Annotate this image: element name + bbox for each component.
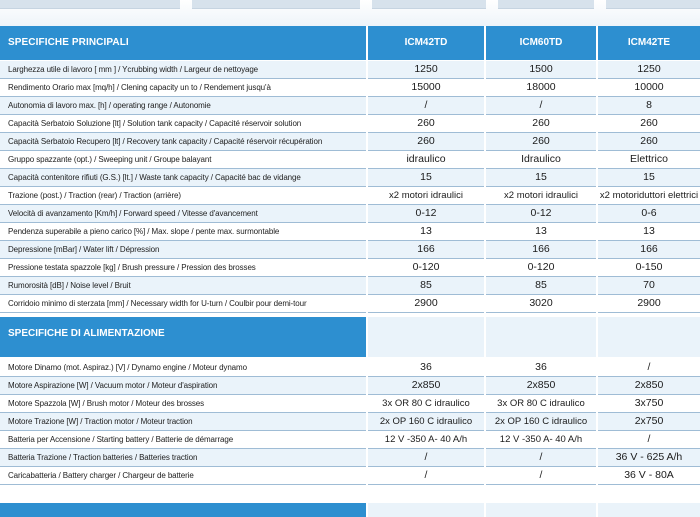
- spec-row: [0, 413, 700, 431]
- spec-value: /: [424, 469, 428, 481]
- spec-value: 0-150: [635, 261, 663, 273]
- spec-value: x2 motori idraulici: [504, 190, 578, 201]
- spec-value: 15: [420, 171, 432, 183]
- spec-value: 2900: [414, 297, 438, 309]
- spec-value: /: [539, 469, 543, 481]
- spec-row-label: Caricabatteria / Battery charger / Chargeur de batterie: [8, 471, 194, 480]
- spec-value: 0-120: [527, 261, 555, 273]
- spec-value: 260: [640, 117, 658, 129]
- spec-value: 12 V -350 A- 40 A/h: [384, 434, 468, 445]
- spec-row-label: Trazione (post.) / Traction (rear) / Traction (arrière): [8, 191, 181, 200]
- spec-value: Idraulico: [521, 153, 561, 165]
- spec-value: /: [647, 433, 651, 445]
- spec-value: 18000: [526, 81, 556, 93]
- spec-row-label: Capacità Serbatoio Recupero [lt] / Recovery tank capacity / Capacité réservoir récupération: [8, 137, 323, 146]
- column-separator: [484, 26, 486, 517]
- spec-value: 3x750: [634, 397, 664, 409]
- spec-value: 2900: [637, 297, 661, 309]
- spec-row-label: Velocità di avanzamento [Km/h] / Forward speed / Vitesse d'avancement: [8, 209, 258, 218]
- spec-value: 1250: [637, 63, 661, 75]
- power-section-header: [0, 317, 700, 357]
- top-tab-segment: [498, 0, 594, 9]
- main-section-title: SPECIFICHE PRINCIPALI: [8, 37, 129, 48]
- spec-row-label: Motore Spazzola [W] / Brush motor / Moteur des brosses: [8, 399, 205, 408]
- spec-value: 2x OP 160 C idraulico: [379, 416, 473, 427]
- spec-value: 10000: [634, 81, 664, 93]
- spec-value: /: [539, 99, 543, 111]
- spec-value: 260: [532, 135, 550, 147]
- spec-row: [0, 115, 700, 133]
- spec-value: Elettrico: [630, 153, 668, 165]
- spec-value: 2x OP 160 C idraulico: [494, 416, 588, 427]
- spec-row-label: Rumorosità [dB] / Noise level / Bruit: [8, 281, 131, 290]
- spec-value: x2 motori idraulici: [389, 190, 463, 201]
- spec-value: 166: [417, 243, 435, 255]
- spec-value: 2x850: [411, 379, 441, 391]
- spec-value: /: [647, 361, 651, 373]
- spec-row: [0, 133, 700, 151]
- spec-row-label: Motore Trazione [W] / Traction motor / Moteur traction: [8, 417, 193, 426]
- spec-row: [0, 431, 700, 449]
- spec-row: [0, 223, 700, 241]
- spec-row: [0, 259, 700, 277]
- spec-value: 15000: [411, 81, 441, 93]
- spec-value: x2 motoriduttori elettrici: [599, 190, 699, 201]
- spec-row: [0, 151, 700, 169]
- spec-value: 0-6: [641, 207, 657, 219]
- model-column-header: ICM60TD: [519, 37, 563, 48]
- top-tab-segment: [0, 0, 180, 9]
- spec-value: 1250: [414, 63, 438, 75]
- spec-value: 260: [532, 117, 550, 129]
- spec-value: idraulico: [406, 153, 446, 165]
- spec-row: [0, 205, 700, 223]
- top-strip: [0, 0, 700, 26]
- spec-row: [0, 79, 700, 97]
- spec-row: [0, 241, 700, 259]
- spec-value: 0-12: [415, 207, 437, 219]
- spec-row-label: Corridoio minimo di sterzata [mm] / Necessary width for U-turn / Coulbir pour demi-tour: [8, 299, 307, 308]
- spec-value: 3x OR 80 C idraulico: [497, 398, 585, 409]
- spec-row-label: Larghezza utile di lavoro [ mm ] / Ycrubbing width / Largeur de nettoyage: [8, 65, 259, 74]
- spec-value: 2x850: [634, 379, 664, 391]
- top-tab-segment: [192, 0, 360, 9]
- header-blank-cell: [486, 317, 596, 357]
- spec-row-label: Gruppo spazzante (opt.) / Sweeping unit / Groupe balayant: [8, 155, 212, 164]
- spec-row: [0, 295, 700, 313]
- spec-value: 2x750: [634, 415, 664, 427]
- spec-row: [0, 61, 700, 79]
- spec-row: [0, 377, 700, 395]
- spec-value: 1500: [529, 63, 553, 75]
- spec-value: 70: [643, 279, 655, 291]
- spec-value: /: [424, 451, 428, 463]
- spec-row-label: Motore Dinamo (mot. Aspiraz.) [V] / Dynamo engine / Moteur dynamo: [8, 363, 247, 372]
- header-blank-cell: [598, 317, 700, 357]
- top-tab-segment: [606, 0, 700, 9]
- spec-value: 13: [643, 225, 655, 237]
- spec-value: 12 V -350 A- 40 A/h: [499, 434, 583, 445]
- spec-row-label: Batteria per Accensione / Starting battery / Batterie de démarrage: [8, 435, 234, 444]
- spec-row: [0, 169, 700, 187]
- spec-row-label: Capacità Serbatoio Soluzione [lt] / Solution tank capacity / Capacité réservoir solution: [8, 119, 302, 128]
- spec-row-label: Rendimento Orario max [mq/h] / Clening capacity un to / Rendement jusqu'à: [8, 83, 271, 92]
- column-separator: [596, 26, 598, 517]
- spec-row-label: Pressione testata spazzole [kg] / Brush pressure / Pression des brosses: [8, 263, 256, 272]
- power-section-title: SPECIFICHE DI ALIMENTAZIONE: [8, 328, 165, 339]
- bottom-section-band: [0, 503, 700, 517]
- spec-value: 166: [532, 243, 550, 255]
- spec-row-label: Depressione [mBar] / Water lift / Dépression: [8, 245, 160, 254]
- spec-value: 13: [420, 225, 432, 237]
- header-blank-cell: [486, 503, 596, 517]
- column-separator: [366, 26, 368, 517]
- header-blank-cell: [368, 503, 484, 517]
- spec-row: [0, 97, 700, 115]
- spec-value: 260: [640, 135, 658, 147]
- spec-value: /: [539, 451, 543, 463]
- spec-row: [0, 277, 700, 295]
- header-blank-cell: [598, 503, 700, 517]
- spec-value: 36 V - 625 A/h: [615, 451, 683, 463]
- spec-row-label: Pendenza superabile a pieno carico [%] / Max. slope / pente max. surmontable: [8, 227, 280, 236]
- spec-row-label: Capacità contenitore rifiuti (G.S.) [lt.] / Waste tank capacity / Capacité bac de vidange: [8, 173, 301, 182]
- spec-row: [0, 467, 700, 485]
- top-tab-segment: [372, 0, 486, 9]
- spec-value: 260: [417, 135, 435, 147]
- spec-row-label: Motore Aspirazione [W] / Vacuum motor / Moteur d'aspiration: [8, 381, 218, 390]
- spec-value: 13: [535, 225, 547, 237]
- spec-value: 166: [640, 243, 658, 255]
- main-section-header: [0, 26, 700, 60]
- spec-value: 3020: [529, 297, 553, 309]
- spec-value: /: [424, 99, 428, 111]
- spec-row-label: Autonomia di lavoro max. [h] / operating range / Autonomie: [8, 101, 211, 110]
- spec-value: 3x OR 80 C idraulico: [382, 398, 470, 409]
- spec-value: 36 V - 80A: [624, 469, 674, 481]
- spec-value: 85: [535, 279, 547, 291]
- spec-value: 260: [417, 117, 435, 129]
- spec-value: 8: [646, 99, 652, 111]
- spec-row: [0, 395, 700, 413]
- spec-value: 0-120: [412, 261, 440, 273]
- spec-value: 15: [535, 171, 547, 183]
- spec-value: 36: [535, 361, 547, 373]
- spec-row: [0, 449, 700, 467]
- model-column-header: ICM42TE: [627, 37, 671, 48]
- spec-value: 36: [420, 361, 432, 373]
- spec-value: 15: [643, 171, 655, 183]
- spec-row: [0, 187, 700, 205]
- spec-value: 2x850: [526, 379, 556, 391]
- spec-value: 0-12: [530, 207, 552, 219]
- spec-row-label: Batteria Trazione / Traction batteries / Batteries traction: [8, 453, 198, 462]
- spec-value: 85: [420, 279, 432, 291]
- header-blank-cell: [368, 317, 484, 357]
- model-column-header: ICM42TD: [404, 37, 448, 48]
- spec-row: [0, 359, 700, 377]
